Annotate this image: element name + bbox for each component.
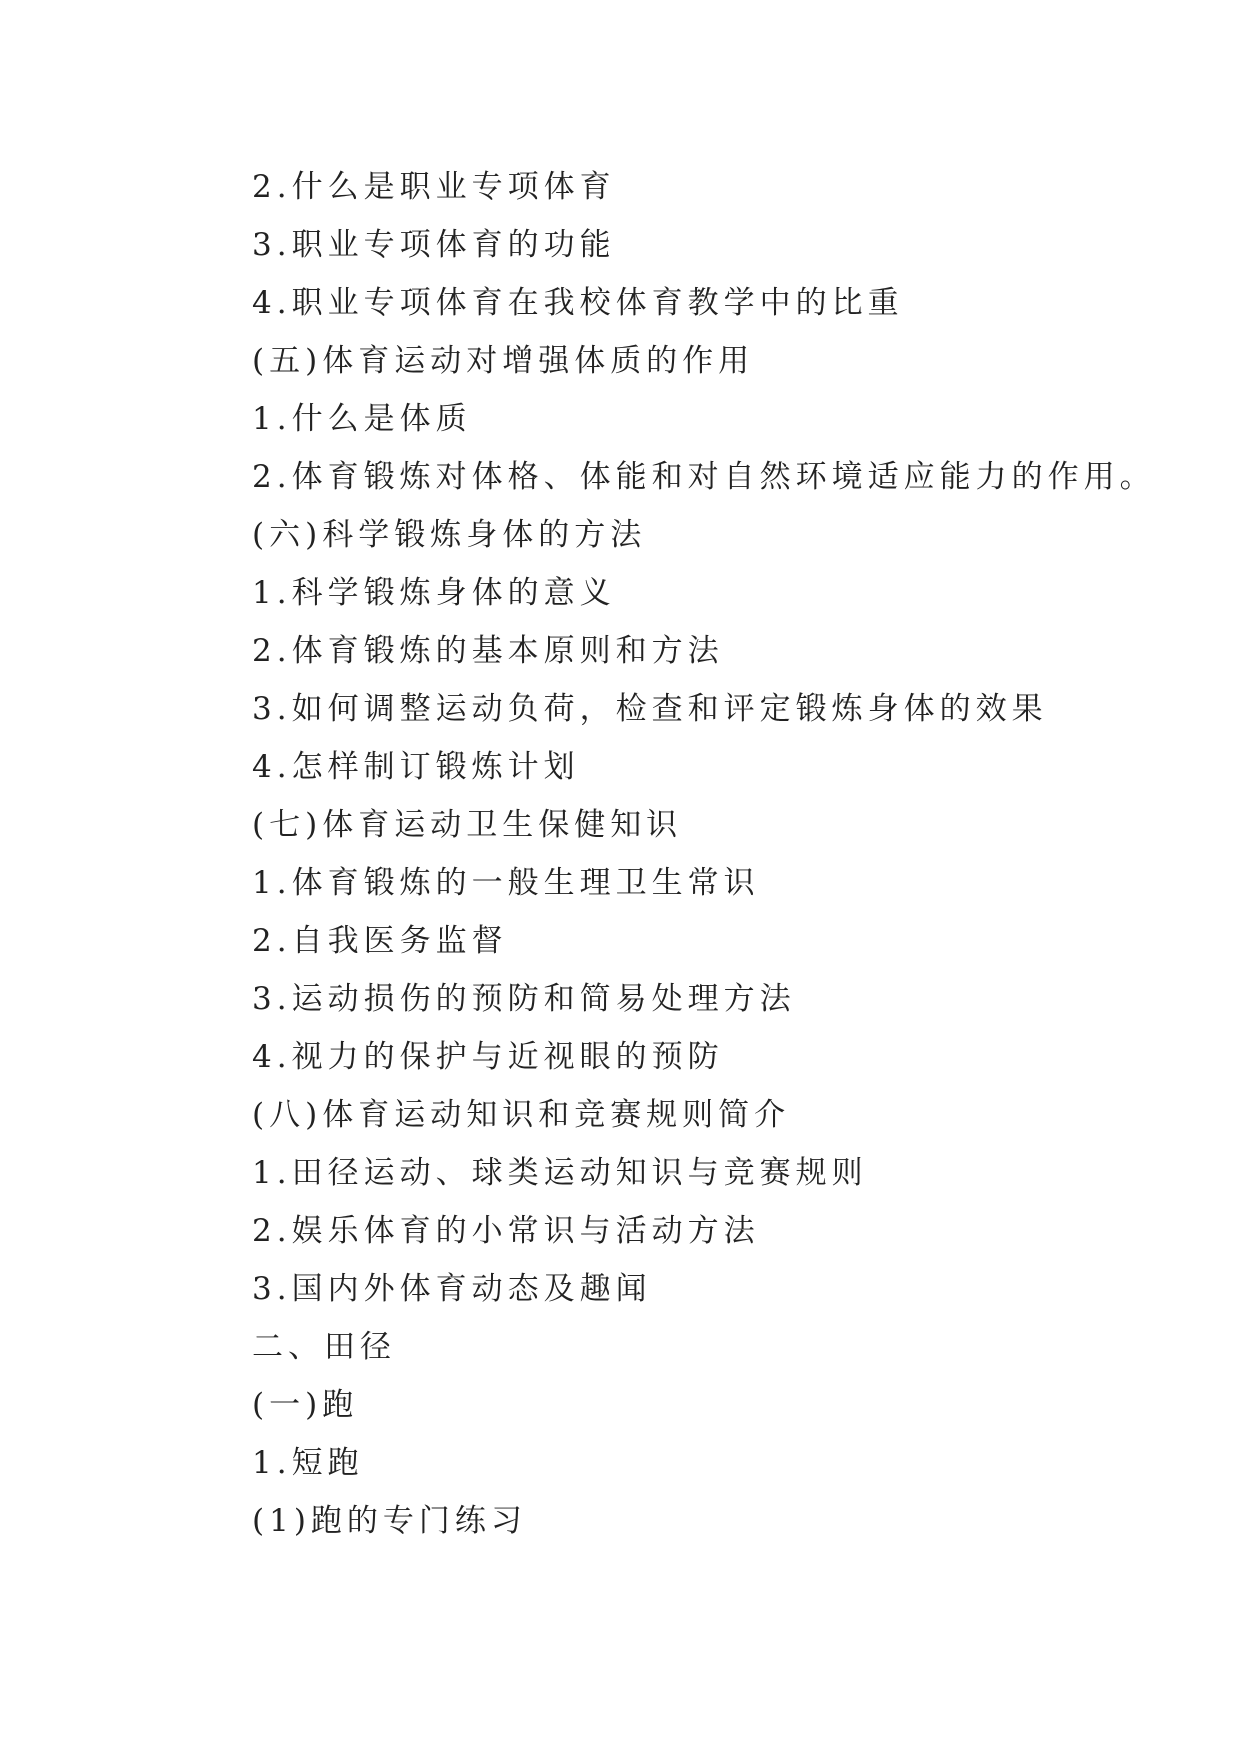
text-line: 2.娱乐体育的小常识与活动方法 (252, 1213, 760, 1249)
subsection-heading: (1)跑的专门练习 (252, 1503, 527, 1539)
text-line: 3.职业专项体育的功能 (252, 227, 616, 263)
text-line: 4.怎样制订锻炼计划 (252, 749, 580, 785)
document-body (252, 158, 1156, 1550)
section-heading: (五)体育运动对增强体质的作用 (252, 343, 755, 379)
text-line: 2.体育锻炼的基本原则和方法 (252, 633, 724, 669)
text-line: 4.视力的保护与近视眼的预防 (252, 1039, 724, 1075)
text-line: 2.自我医务监督 (252, 923, 508, 959)
text-line: 3.如何调整运动负荷，检查和评定锻炼身体的效果 (252, 691, 1048, 727)
text-line: 1.田径运动、球类运动知识与竞赛规则 (252, 1155, 868, 1191)
text-line: 1.科学锻炼身体的意义 (252, 575, 616, 611)
chapter-heading: 二、田径 (252, 1329, 396, 1365)
text-line: 3.国内外体育动态及趣闻 (252, 1271, 652, 1307)
text-line: 1.短跑 (252, 1445, 364, 1481)
text-line: 2.什么是职业专项体育 (252, 169, 616, 205)
text-line: 2.体育锻炼对体格、体能和对自然环境适应能力的作用。 (252, 459, 1156, 495)
text-line: 1.体育锻炼的一般生理卫生常识 (252, 865, 760, 901)
section-heading: (六)科学锻炼身体的方法 (252, 517, 647, 553)
text-line: 3.运动损伤的预防和简易处理方法 (252, 981, 796, 1017)
section-heading: (八)体育运动知识和竞赛规则简介 (252, 1097, 791, 1133)
text-line: 4.职业专项体育在我校体育教学中的比重 (252, 285, 904, 321)
section-heading: (七)体育运动卫生保健知识 (252, 807, 683, 843)
section-heading: (一)跑 (252, 1387, 359, 1423)
text-line: 1.什么是体质 (252, 401, 472, 437)
